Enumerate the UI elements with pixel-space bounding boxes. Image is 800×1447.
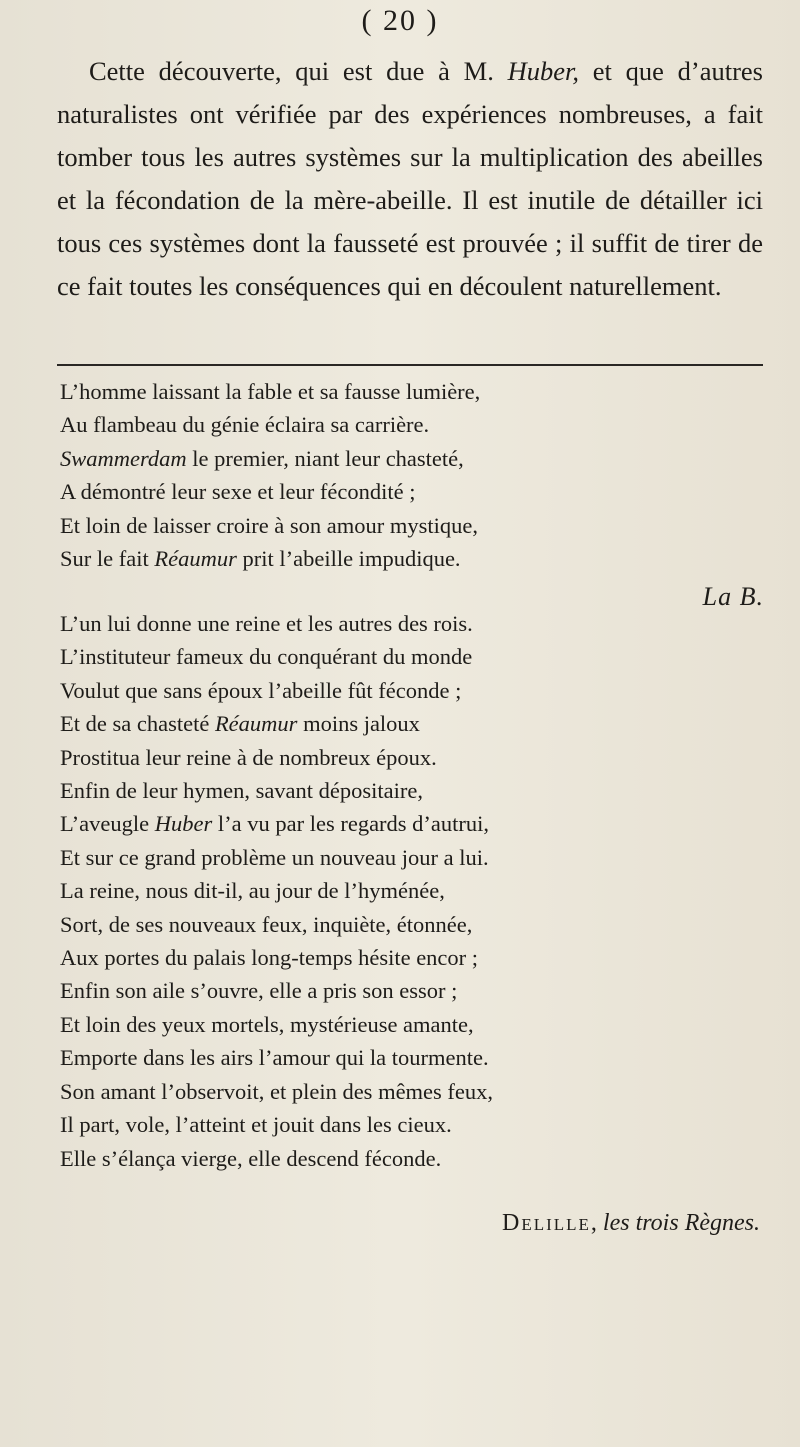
verse-line: Sort, de ses nouveaux feux, inquiète, étonnée, bbox=[60, 911, 473, 937]
prose-name-huber: Huber, bbox=[507, 56, 579, 86]
section-divider bbox=[57, 364, 763, 366]
verse-line: Emporte dans les airs l’amour qui la tourmente. bbox=[60, 1045, 489, 1071]
verse-line: La reine, nous dit-il, au jour de l’hyménée, bbox=[60, 878, 445, 904]
verse-name: Réaumur bbox=[154, 546, 237, 572]
verse-line bbox=[60, 542, 780, 575]
verse-line: L’instituteur fameux du conquérant du monde bbox=[60, 644, 473, 670]
verse-line: Elle s’élança vierge, elle descend féconde. bbox=[60, 1145, 442, 1171]
verse-line bbox=[60, 442, 780, 475]
verse-text: prit l’abeille impudique. bbox=[236, 546, 461, 572]
poem-1-attribution: La B. bbox=[702, 582, 764, 611]
verse-line: Enfin de leur hymen, savant dépositaire, bbox=[60, 778, 424, 804]
verse-text: Et de sa chasteté bbox=[60, 711, 215, 737]
attribution-separator: , bbox=[590, 1210, 603, 1236]
prose-paragraph bbox=[57, 50, 763, 308]
verse-line: Au flambeau du génie éclaira sa carrière. bbox=[60, 412, 430, 438]
verse-line: Enfin son aile s’ouvre, elle a pris son essor ; bbox=[60, 978, 458, 1004]
verse-name: Swammerdam bbox=[60, 445, 187, 471]
verse-line: L’un lui donne une reine et les autres des rois. bbox=[60, 611, 473, 636]
verse-line: Voulut que sans époux l’abeille fût féconde ; bbox=[60, 677, 462, 703]
verse-name: Huber bbox=[154, 811, 213, 837]
verse-line: Et sur ce grand problème un nouveau jour a lui. bbox=[60, 844, 489, 870]
attribution-work: les trois Règnes. bbox=[602, 1210, 760, 1236]
verse-name: Réaumur bbox=[214, 711, 298, 737]
poem-2-attribution bbox=[502, 1210, 760, 1237]
verse-line: Il part, vole, l’atteint et jouit dans les cieux. bbox=[60, 1112, 452, 1138]
verse-text: L’aveugle bbox=[60, 811, 155, 837]
prose-text-1: Cette découverte, qui est due à M. bbox=[89, 56, 508, 86]
prose-text-2: et que d’autres naturalistes ont vérifiée par des expériences nombreuses, a fait tomber tous les autres systèmes sur la multiplication des abeilles et la fécondation de la mère-abeille. Il est inutile de détailler ici tous ces systèmes dont la fausseté est prouvée ; il suffit de tirer de ce fait toutes les conséquences qui en découlent naturellement. bbox=[57, 56, 763, 301]
poem-stanza-2 bbox=[60, 607, 780, 1175]
verse-line: L’homme laissant la fable et sa fausse lumière, bbox=[60, 379, 481, 404]
verse-line: Son amant l’observoit, et plein des mêmes feux, bbox=[60, 1078, 494, 1104]
verse-text: Sur le fait bbox=[60, 546, 155, 572]
attribution-author: Delille bbox=[501, 1210, 591, 1236]
page-number: ( 20 ) bbox=[361, 4, 439, 37]
verse-text: moins jaloux bbox=[297, 711, 420, 737]
verse-line: A démontré leur sexe et leur fécondité ; bbox=[60, 479, 416, 505]
verse-line: Et loin des yeux mortels, mystérieuse amante, bbox=[60, 1011, 474, 1037]
verse-text: le premier, niant leur chasteté, bbox=[186, 445, 464, 471]
verse-line bbox=[60, 707, 780, 740]
verse-text: l’a vu par les regards d’autrui, bbox=[212, 811, 490, 837]
verse-line: Et loin de laisser croire à son amour mystique, bbox=[60, 512, 479, 538]
verse-line: Prostitua leur reine à de nombreux époux. bbox=[60, 744, 437, 770]
poem-stanza-1 bbox=[60, 375, 780, 575]
verse-line bbox=[60, 807, 780, 840]
verse-line: Aux portes du palais long-temps hésite encor ; bbox=[60, 945, 479, 971]
